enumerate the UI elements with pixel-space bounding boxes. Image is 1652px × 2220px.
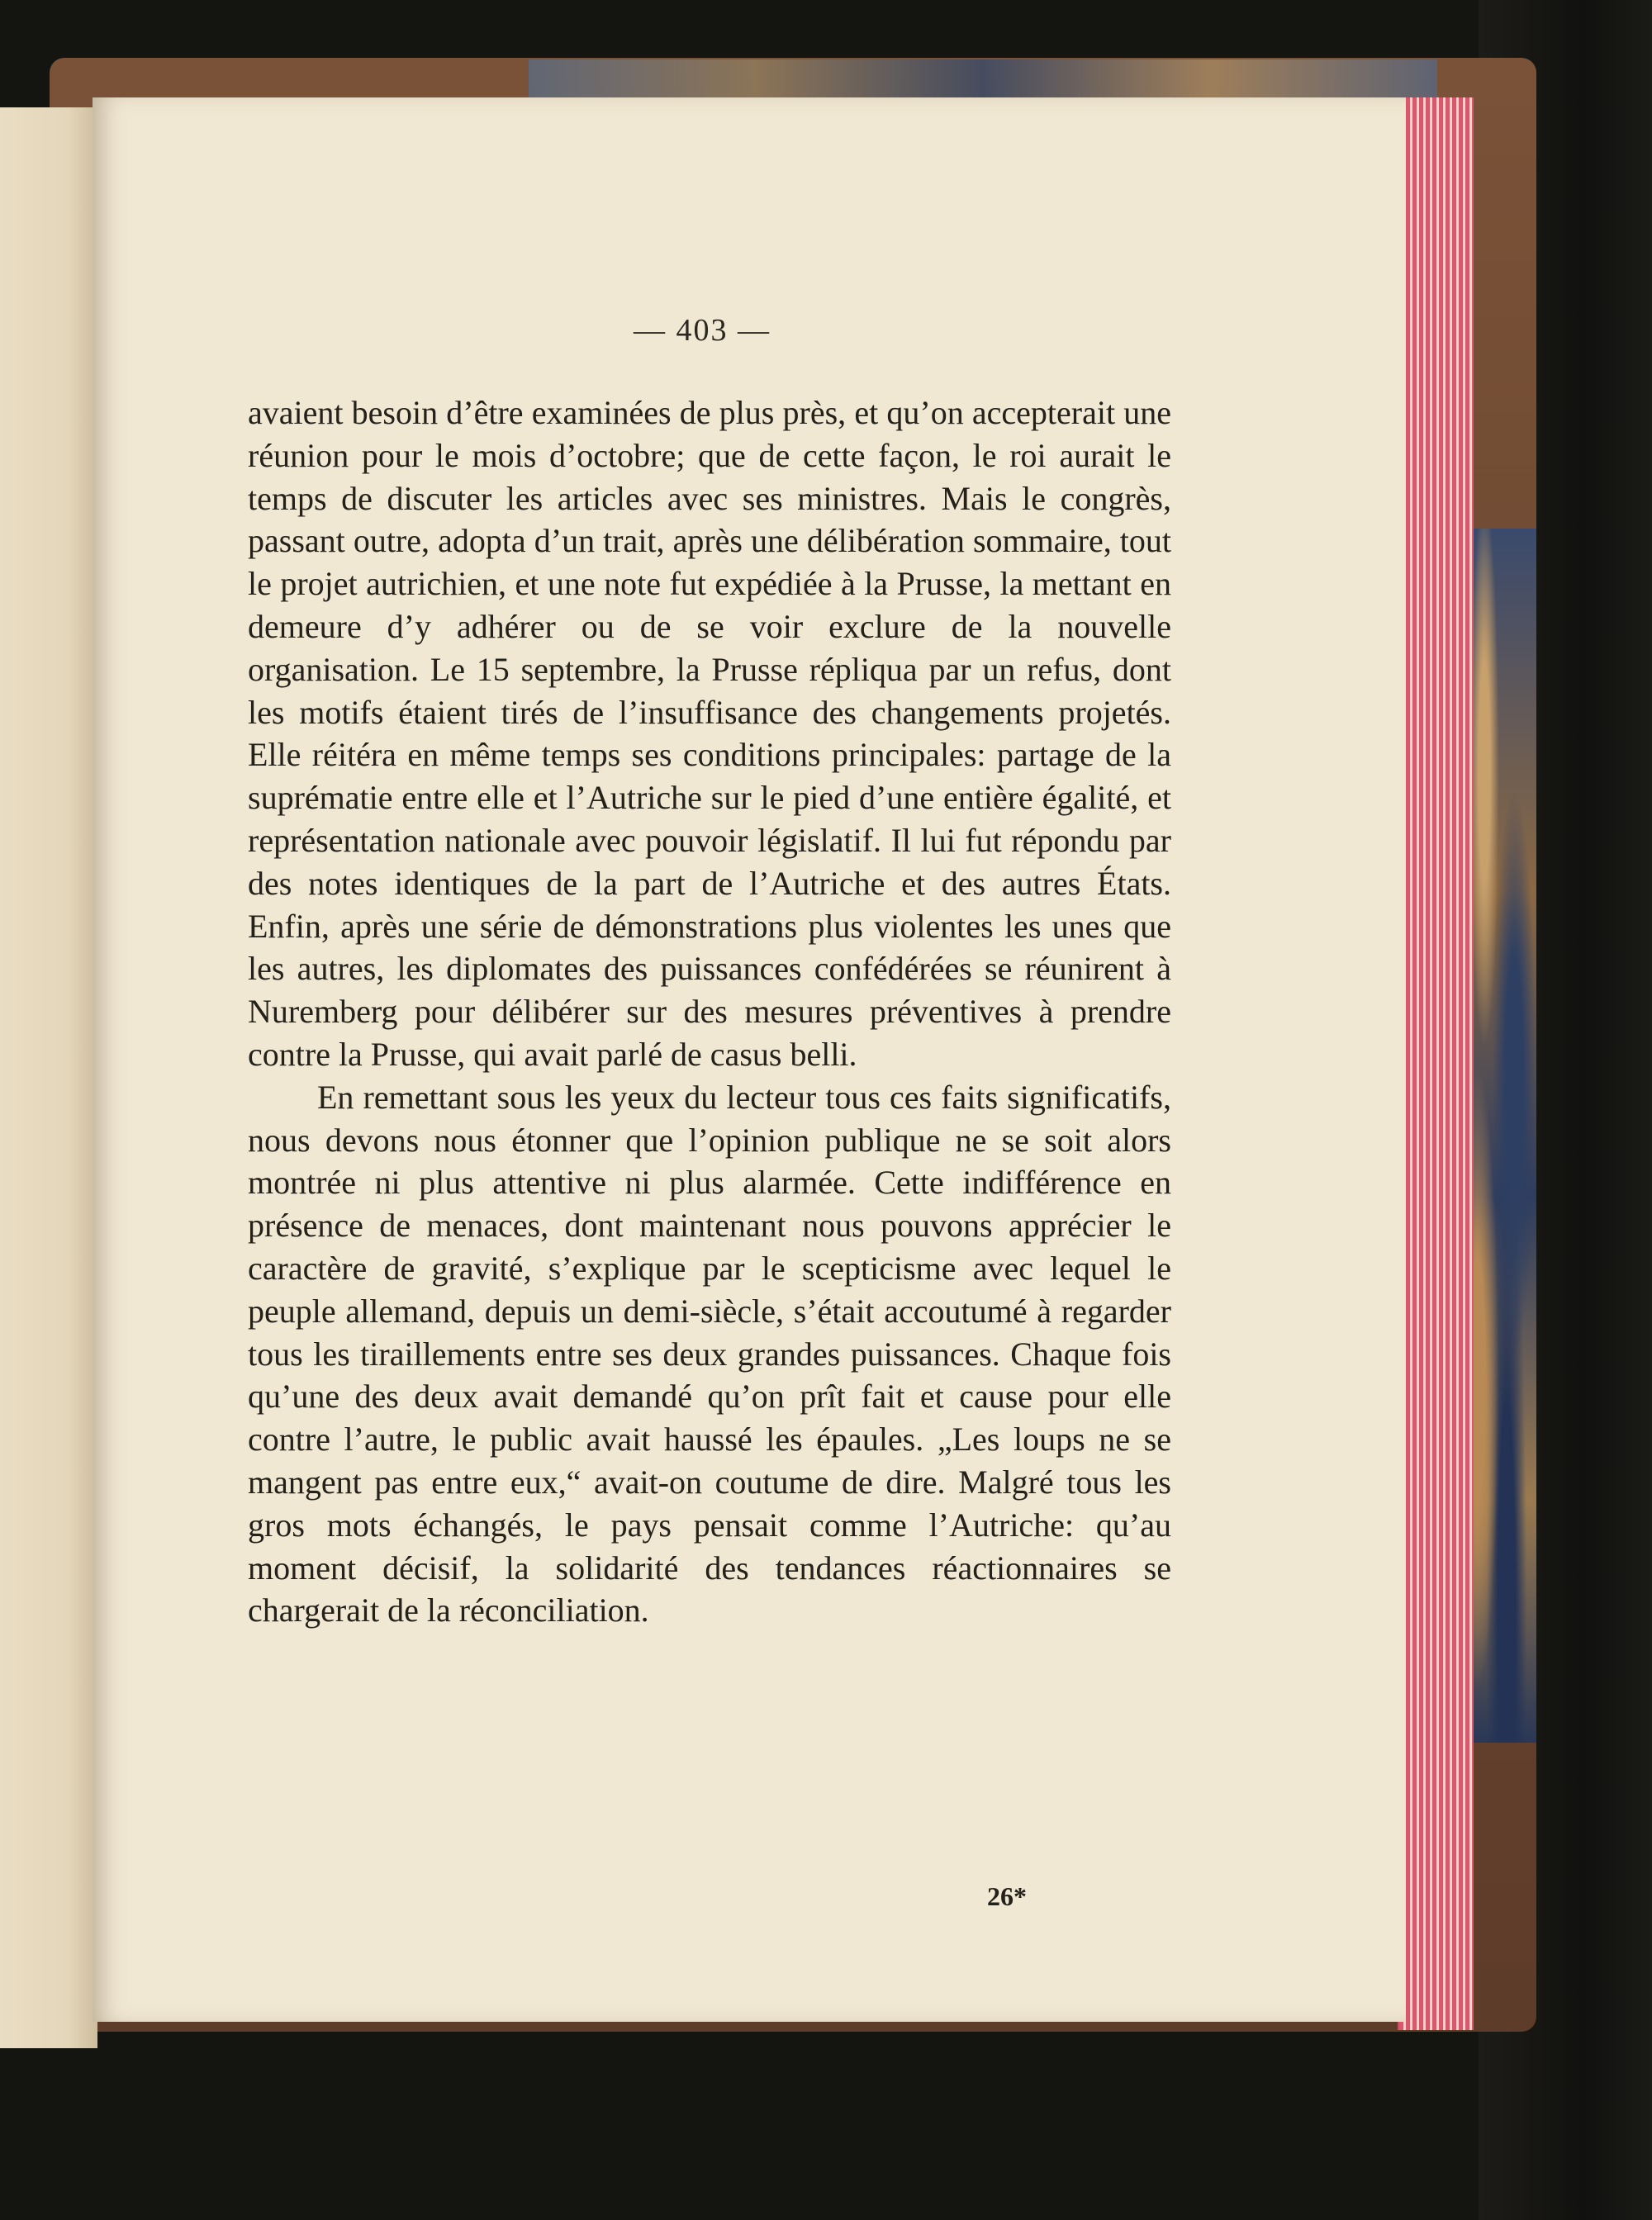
paragraph: En remettant sous les yeux du lecteur tous ces faits significatifs, nous devons nous étonner que l’opinion publique ne se soit alors montrée ni plus attentive ni plus alarmée. Cette indifférence en présence de menaces, dont maintenant nous pouvons apprécier le caractère de gravité, s’explique par le scepticisme avec lequel le peuple allemand, depuis un demi-siècle, s’était accoutumé à regarder tous les tiraillements entre ses deux grandes puissances. Chaque fois qu’une des deux avait demandé qu’on prît fait et cause pour elle contre l’autre, le public avait haussé les épaules. „Les loups ne se mangent pas entre eux,“ avait-on coutume de dire. Malgré tous les gros mots échangés, le pays pensait comme l’Autriche: qu’au moment décisif, la solidarité des tendances réactionnaires se chargerait de la réconciliation.	[248, 1078, 1171, 1629]
page-edges	[1398, 97, 1474, 2030]
paragraph: avaient besoin d’être examinées de plus près, et qu’on accepterait une réunion pour le mois d’octobre; que de cette façon, le roi aurait le temps de discuter les articles avec ses ministres. Mais le congrès, passant outre, adopta d’un trait, après une délibération sommaire, tout le projet autrichien, et une note fut expédiée à la Prusse, la mettant en demeure d’y adhérer ou de se voir exclure de la nouvelle organisation. Le 15 septembre, la Prusse répliqua par un refus, dont les motifs étaient tirés de l’insuffisance des changements projetés. Elle réitéra en même temps ses conditions principales: partage de la suprématie entre elle et l’Autriche sur le pied d’une entière égalité, et représentation nationale avec pouvoir législatif. Il lui fut répondu par des notes identiques de la part de l’Autriche et des autres États. Enfin, après une série de démonstrations plus violentes les unes que les autres, les diplomates des puissances confédérées se réunirent à Nuremberg pour délibérer sur des mesures préventives à prendre contre la Prusse, qui avait parlé de casus belli.	[248, 394, 1171, 1073]
body-text	[248, 391, 1171, 1632]
page-number: — 403 —	[634, 313, 771, 348]
facing-page	[0, 107, 97, 2048]
signature-mark: 26*	[987, 1881, 1027, 1911]
